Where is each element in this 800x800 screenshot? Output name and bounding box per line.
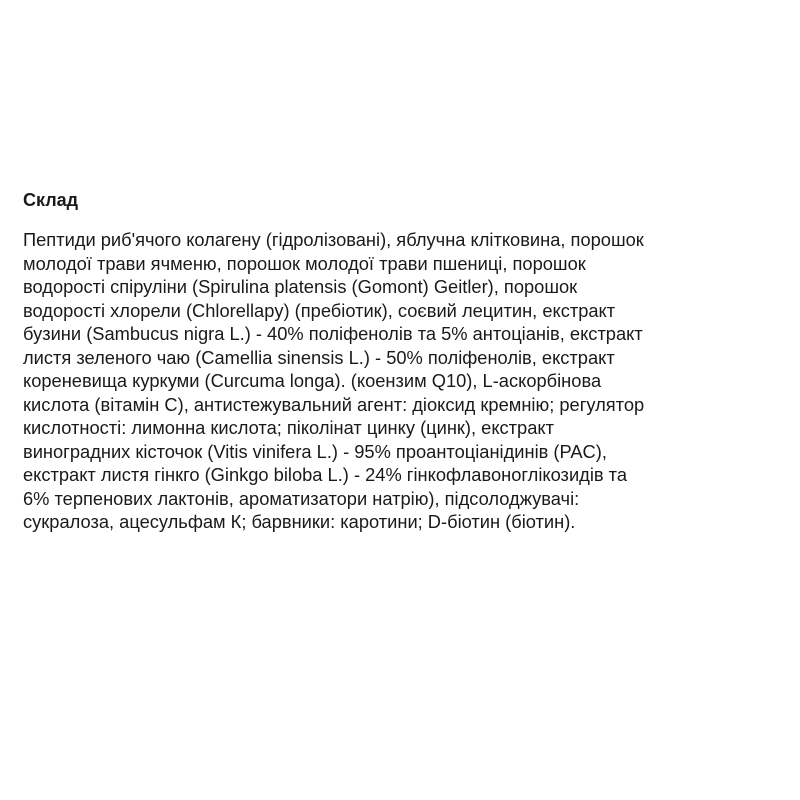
composition-line: водорості спіруліни (Spirulina platensis (Gomont) Geitler), порошок [23,276,578,297]
composition-line: молодої трави ячменю, порошок молодої трави пшениці, порошок [23,252,586,274]
composition-line: кореневища куркуми (Curcuma longa). (коензим Q10), L-аскорбінова [23,370,602,391]
composition-line: екстракт листя гінкго (Ginkgo biloba L.) - 24% гінкофлавоноглікозидів та [23,464,628,485]
composition-heading: Склад [23,190,79,210]
composition-text [23,228,783,534]
composition-line: кислотності: лимонна кислота; піколінат цинку (цинк), екстракт [23,417,554,438]
composition-line: сукралоза, ацесульфам К; барвники: каротини; D-біотин (біотин). [23,511,576,532]
composition-line: бузини (Sambucus nigra L.) - 40% поліфенолів та 5% антоціанів, екстракт [23,323,643,344]
composition-line: кислота (вітамін С), антистежувальний агент: діоксид кремнію; регулятор [23,393,645,415]
composition-line: водорості хлорели (Chlorellapy) (пребіотик), соєвий лецитин, екстракт [23,299,616,321]
composition-line: листя зеленого чаю (Camellia sinensis L.) - 50% поліфенолів, екстракт [23,346,615,368]
composition-line: 6% терпенових лактонів, ароматизатори натрію), підсолоджувачі: [23,487,580,509]
composition-line: Пептиди риб'ячого колагену (гідролізовані), яблучна клітковина, порошок [23,229,644,250]
composition-line: виноградних кісточок (Vitis vinifera L.) - 95% проантоціанідинів (PAC), [23,440,607,462]
